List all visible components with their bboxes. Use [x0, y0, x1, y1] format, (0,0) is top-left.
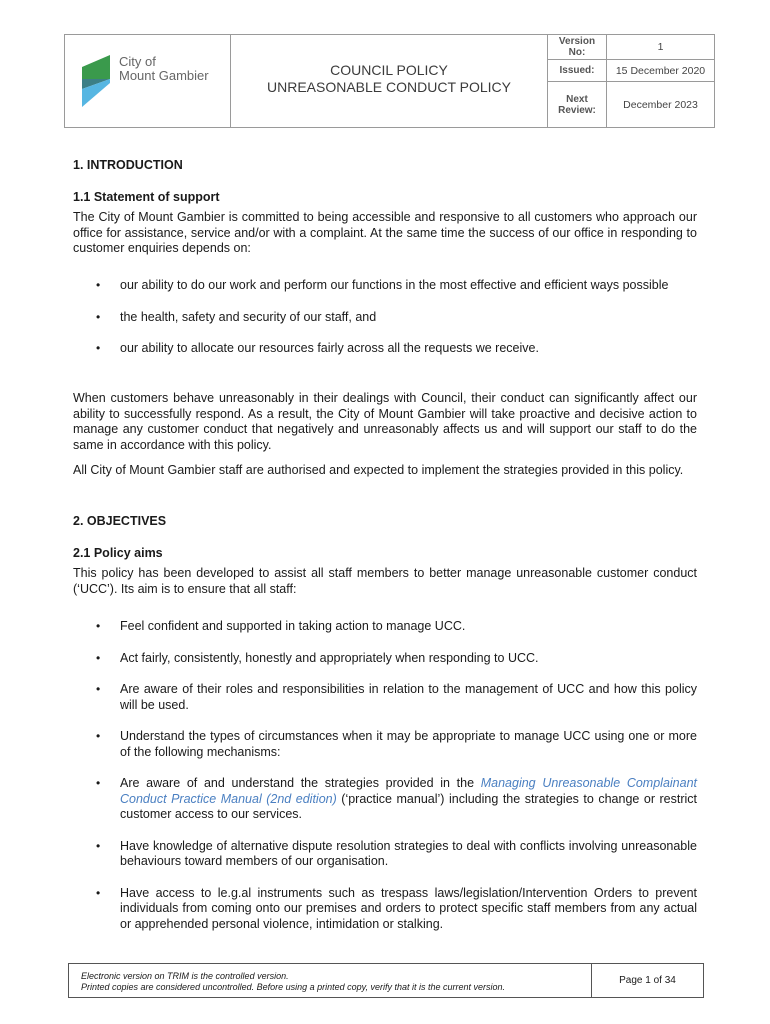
- document-title: COUNCIL POLICY UNREASONABLE CONDUCT POLICY: [231, 35, 548, 127]
- version-value: 1: [657, 41, 664, 54]
- document-meta: [548, 35, 714, 127]
- list-item: • our ability to allocate our resources fairly across all the requests we receive.: [73, 341, 697, 357]
- version-row: [548, 35, 714, 60]
- section-2-1-heading: 2.1 Policy aims: [73, 546, 163, 560]
- list-item: • Are aware of their roles and responsibilities in relation to the management of UCC and how this policy will be used.: [73, 682, 697, 713]
- document-footer: [68, 963, 704, 998]
- list-item: • our ability to do our work and perform our functions in the most effective and efficient ways possible: [73, 278, 697, 294]
- section-1-heading: 1. INTRODUCTION: [73, 158, 183, 172]
- section-2-intro: This policy has been developed to assist all staff members to better manage unreasonable customer conduct (‘UCC’). Its aim is to ensure that all staff:: [73, 566, 697, 596]
- practice-manual-link[interactable]: Managing Unreasonable Complainant Conduct Practice Manual (2nd edition): [120, 776, 698, 806]
- issued-row: [548, 60, 714, 82]
- list-item: • Have access to le.g.al instruments such as trespass laws/legislation/Intervention Orders to prevent individuals from coming onto our premises and orders to protect specific staff members from any actual or apprehended personal violence, intimidation or stalking.: [73, 886, 697, 933]
- next-review-row: [548, 82, 714, 127]
- section-1-intro: The City of Mount Gambier is committed to being accessible and responsive to all customers who approach our office for assistance, service and/or with a complaint. At the same time the success of our office in responding to customer enquiries depends on:: [73, 210, 697, 255]
- org-name: City of Mount Gambier: [119, 54, 209, 83]
- logo-cell: [65, 35, 231, 127]
- next-review-value: December 2023: [623, 98, 698, 111]
- page-number: Page 1 of 34: [619, 975, 676, 986]
- document-header: [64, 34, 715, 128]
- list-item: • Have knowledge of alternative dispute resolution strategies to deal with conflicts involving unreasonable behaviours toward members of our organisation.: [73, 839, 697, 870]
- next-review-label: Next Review:: [548, 82, 607, 127]
- list-item: • Feel confident and supported in taking action to manage UCC.: [73, 619, 697, 635]
- section-1-1-heading: 1.1 Statement of support: [73, 190, 220, 204]
- issued-label: Issued:: [548, 60, 607, 81]
- version-label: Version No:: [548, 35, 607, 59]
- list-item: • the health, safety and security of our staff, and: [73, 310, 697, 326]
- list-item: • Understand the types of circumstances when it may be appropriate to manage UCC using one or more of the following mechanisms:: [73, 729, 697, 760]
- section-1-para-2: When customers behave unreasonably in their dealings with Council, their conduct can significantly affect our ability to successfully respond. As a result, the City of Mount Gambier will take proactive and decisive action to manage any customer conduct that negatively and unreasonably affects us and will support our staff to do the same in accordance with this policy.: [73, 391, 697, 452]
- city-logo-icon: [82, 53, 112, 107]
- section-1-para-3: All City of Mount Gambier staff are authorised and expected to implement the strategies provided in this policy.: [73, 463, 684, 477]
- list-item: • Are aware of and understand the strategies provided in the Managing Unreasonable Complainant Conduct Practice Manual (2nd edition) (‘practice manual’) including the strategies to change or restrict customer access to our services.: [73, 776, 697, 823]
- list-item: • Act fairly, consistently, honestly and appropriately when responding to UCC.: [73, 651, 697, 667]
- footer-notice: Electronic version on TRIM is the controlled version. Printed copies are considered uncontrolled. Before using a printed copy, verify that it is the current version.: [69, 964, 592, 997]
- section-1-bullet-list: [73, 278, 697, 357]
- section-2-bullet-list: [73, 619, 697, 932]
- issued-value: 15 December 2020: [615, 64, 706, 77]
- section-2-heading: 2. OBJECTIVES: [73, 514, 167, 528]
